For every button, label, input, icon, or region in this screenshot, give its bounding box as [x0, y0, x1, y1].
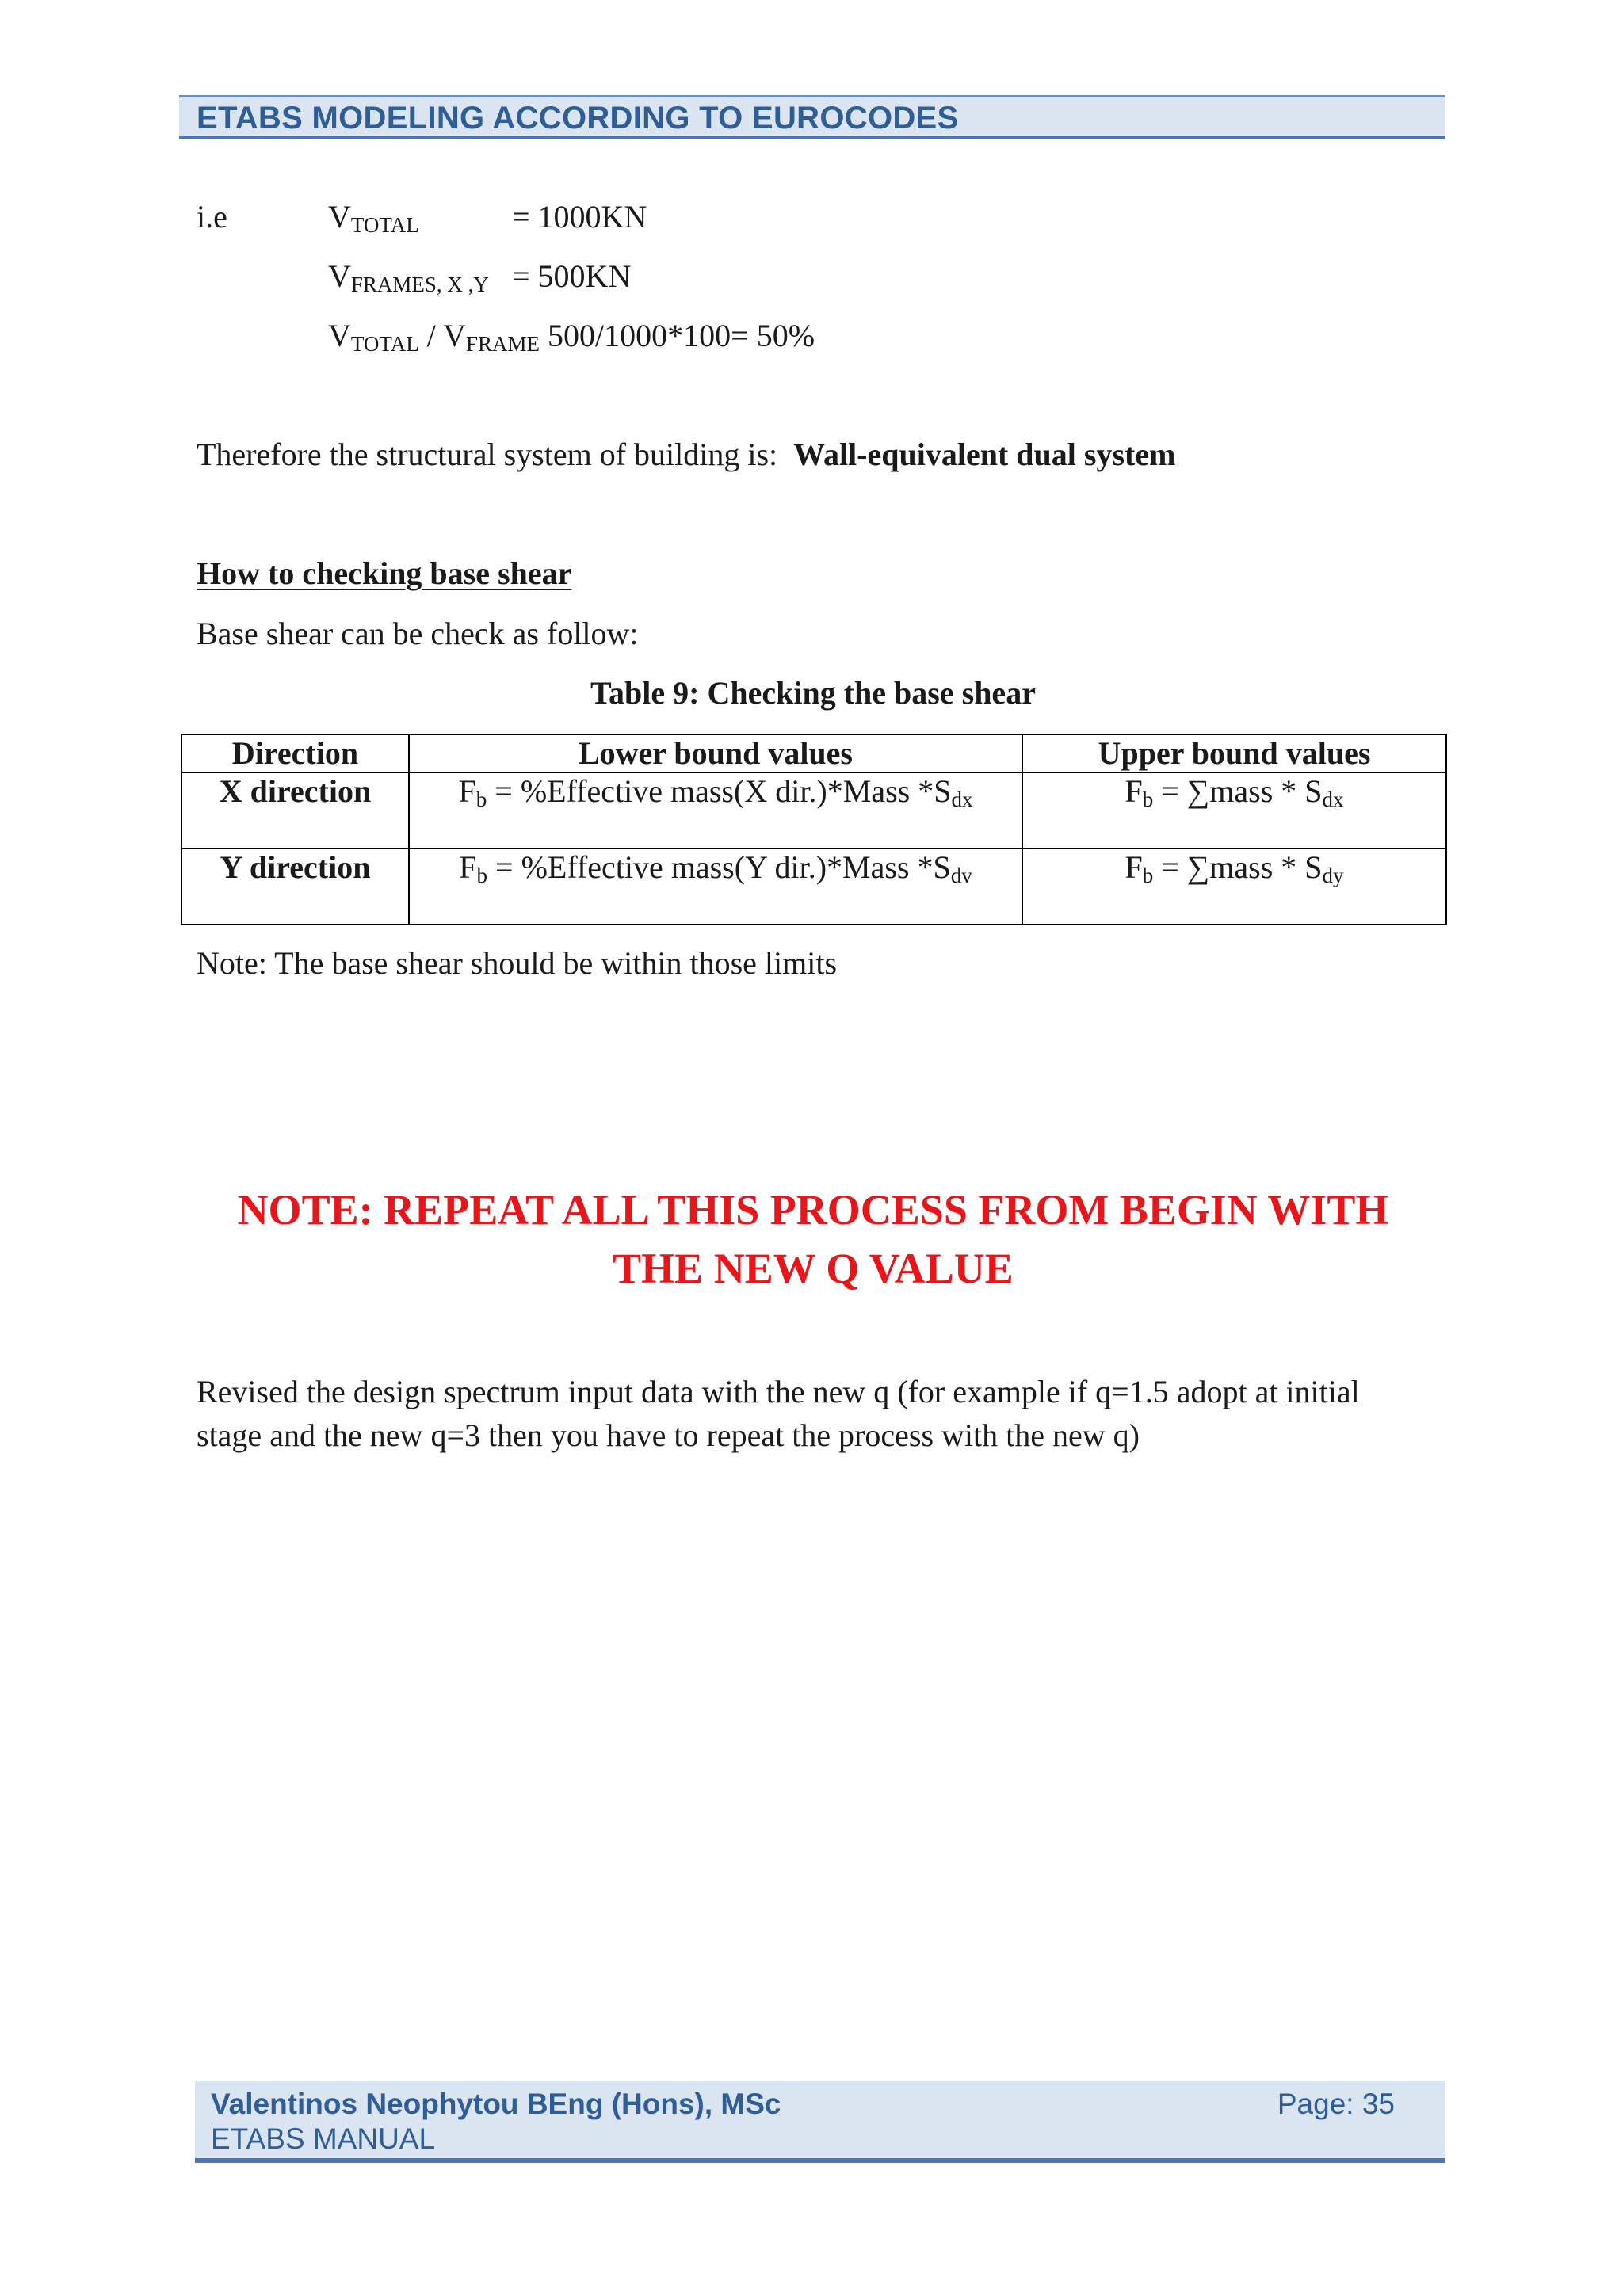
direction-cell: Y direction [181, 849, 409, 925]
equation-v-frames [328, 257, 489, 303]
table-header-cell: Direction [181, 734, 409, 772]
formula-subscript: dv [950, 864, 972, 887]
base-shear-table [181, 734, 1447, 925]
conclusion-line [197, 436, 1175, 474]
equation-value: 500/1000*100= 50% [540, 318, 815, 353]
table-row [181, 849, 1446, 925]
equation-symbol: V [328, 318, 351, 353]
upper-bound-cell [1022, 772, 1446, 849]
equation-symbol: V [443, 318, 466, 353]
equation-symbol: V [328, 199, 351, 235]
page-number: Page: 35 [1277, 2088, 1395, 2120]
page-header [179, 95, 1445, 139]
formula-symbol: F [1125, 773, 1143, 809]
page-footer [195, 2081, 1445, 2163]
header-title: ETABS MODELING ACCORDING TO EUROCODES [197, 101, 959, 135]
red-note-line: NOTE: REPEAT ALL THIS PROCESS FROM BEGIN WITH [237, 1186, 1389, 1234]
table-header-cell: Upper bound values [1022, 734, 1446, 772]
formula-subscript: b [1142, 788, 1154, 811]
formula-text: = ∑mass * S [1153, 849, 1323, 885]
ie-label: i.e [197, 199, 227, 235]
footer-manual: ETABS MANUAL [211, 2122, 436, 2155]
table-note: Note: The base shear should be within those limits [197, 945, 838, 981]
formula-symbol: F [459, 849, 477, 885]
lower-bound-cell [409, 772, 1022, 849]
equation-subscript: TOTAL [350, 332, 419, 356]
equation-subscript: FRAMES, X ,Y [350, 273, 489, 296]
formula-subscript: b [476, 864, 488, 887]
equation-symbol: V [328, 258, 351, 294]
formula-text: = %Effective mass(Y dir.)*Mass *S [487, 849, 951, 885]
equation-ratio [328, 317, 815, 363]
red-note-line: THE NEW Q VALUE [613, 1245, 1014, 1292]
conclusion-answer: Wall-equivalent dual system [793, 437, 1176, 472]
upper-bound-cell [1022, 849, 1446, 925]
section-intro: Base shear can be check as follow: [197, 616, 639, 651]
equation-value: = 1000KN [512, 199, 647, 235]
conclusion-prefix: Therefore the structural system of building is: [197, 437, 778, 472]
footer-author: Valentinos Neophytou BEng (Hons), MSc [211, 2088, 781, 2120]
formula-symbol: F [1125, 849, 1143, 885]
table-caption: Table 9: Checking the base shear [590, 675, 1036, 711]
table-header-cell: Lower bound values [409, 734, 1022, 772]
table-header-row [181, 734, 1446, 772]
formula-subscript: dx [1322, 788, 1344, 811]
revised-line: Revised the design spectrum input data with the new q (for example if q=1.5 adopt at initial [197, 1374, 1360, 1409]
formula-symbol: F [458, 773, 476, 809]
formula-text: = ∑mass * S [1153, 773, 1323, 809]
formula-text: = %Effective mass(X dir.)*Mass *S [487, 773, 952, 809]
formula-subscript: dy [1322, 864, 1344, 887]
table-row [181, 772, 1446, 849]
section-heading: How to checking base shear [197, 555, 572, 591]
direction-cell: X direction [181, 772, 409, 849]
equation-separator: / [418, 318, 444, 353]
red-warning-note [179, 1180, 1447, 1298]
formula-subscript: b [475, 788, 487, 811]
formula-subscript: b [1142, 864, 1154, 887]
equation-v-total [328, 198, 419, 244]
revised-line: stage and the new q=3 then you have to repeat the process with the new q) [197, 1417, 1140, 1453]
equation-value: = 500KN [512, 258, 632, 294]
equation-subscript: FRAME [466, 332, 540, 356]
lower-bound-cell [409, 849, 1022, 925]
equation-subscript: TOTAL [350, 213, 419, 237]
formula-subscript: dx [951, 788, 973, 811]
